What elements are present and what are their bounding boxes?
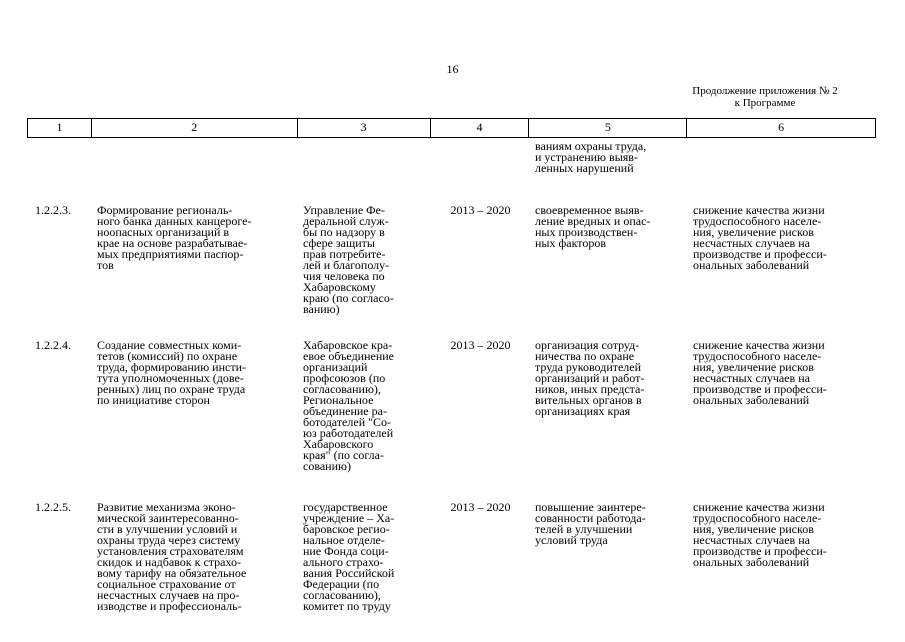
page-number: 16 — [446, 62, 459, 76]
continuation-line-2: к Программе — [734, 97, 796, 109]
measure-cell: Развитие механизма эконо- мической заинтересованно- сти в улучшении условий и охраны труда через систему установления страхователям скидок и надбавок к страхо- вому тарифу на обязательное социальное страхование от несчастных случаев на про- изводстве и профессиональ- — [97, 500, 247, 613]
consequence-cell: снижение качества жизни трудоспособного населе- ния, увеличение рисков несчастных случаев на производстве и професси- ональных заболеваний — [693, 500, 827, 569]
executor-cell: Управление Фе- деральной служ- бы по надзору в сфере защиты прав потребите- лей и благополу- чия человека по Хабаровскому краю (по согласо- ванию) — [303, 203, 394, 316]
consequence-cell: снижение качества жизни трудоспособного населе- ния, увеличение рисков несчастных случаев на производстве и професси- ональных заболеваний — [693, 338, 827, 407]
row-number: 1.2.2.3. — [35, 203, 71, 217]
period-cell: 2013 – 2020 — [450, 500, 511, 514]
column-header-3: 3 — [298, 119, 431, 137]
period-cell: 2013 – 2020 — [450, 338, 511, 352]
period-cell: 2013 – 2020 — [450, 203, 511, 217]
consequence-cell: снижение качества жизни трудоспособного населе- ния, увеличение рисков несчастных случаев на производстве и професси- ональных заболеваний — [693, 203, 827, 272]
row-number: 1.2.2.5. — [35, 500, 71, 514]
table-header-row — [27, 118, 876, 138]
continuation-row — [27, 138, 876, 205]
executor-cell: Хабаровское кра- евое объединение организаций профсоюзов (по согласованию), Региональное объединение ра- ботодателей "Со- юз работодателей Хабаровского края" (по согла- сованию) — [303, 338, 395, 473]
program-table — [27, 118, 876, 642]
table-row — [27, 502, 876, 642]
column-header-2: 2 — [92, 119, 298, 137]
continued-result-cell: ваниям охраны труда, и устранению выяв- ленных нарушений — [535, 139, 647, 175]
appendix-continuation-note — [665, 85, 865, 109]
column-header-4: 4 — [431, 119, 530, 137]
table-row — [27, 340, 876, 502]
result-cell: повышение заинтере- сованности работода- телей в улучшении условий труда — [535, 500, 646, 547]
table-row — [27, 205, 876, 340]
column-header-5: 5 — [529, 119, 687, 137]
result-cell: своевременное выяв- ление вредных и опас- ных производствен- ных факторов — [535, 203, 651, 250]
column-header-1: 1 — [28, 119, 92, 137]
continuation-line-1: Продолжение приложения № 2 — [692, 85, 838, 97]
measure-cell: Формирование региональ- ного банка данных канцероге- ноопасных организаций в крае на основе разрабатывае- мых предприятиями паспор- тов — [97, 203, 252, 272]
result-cell: организация сотруд- ничества по охране труда руководителей организаций и работ- ников, иных предста- вительных органов в организациях края — [535, 338, 645, 418]
executor-cell: государственное учреждение – Ха- баровское регио- нальное отделе- ние Фонда соци- ального страхо- вания Российской Федерации (по согласованию), комитет по труду — [303, 500, 395, 613]
row-number: 1.2.2.4. — [35, 338, 71, 352]
column-header-6: 6 — [687, 119, 876, 137]
measure-cell: Создание совместных коми- тетов (комиссий) по охране труда, формированию инсти- тута уполномоченных (дове- ренных) лиц по охране труда по инициативе сторон — [97, 338, 246, 407]
